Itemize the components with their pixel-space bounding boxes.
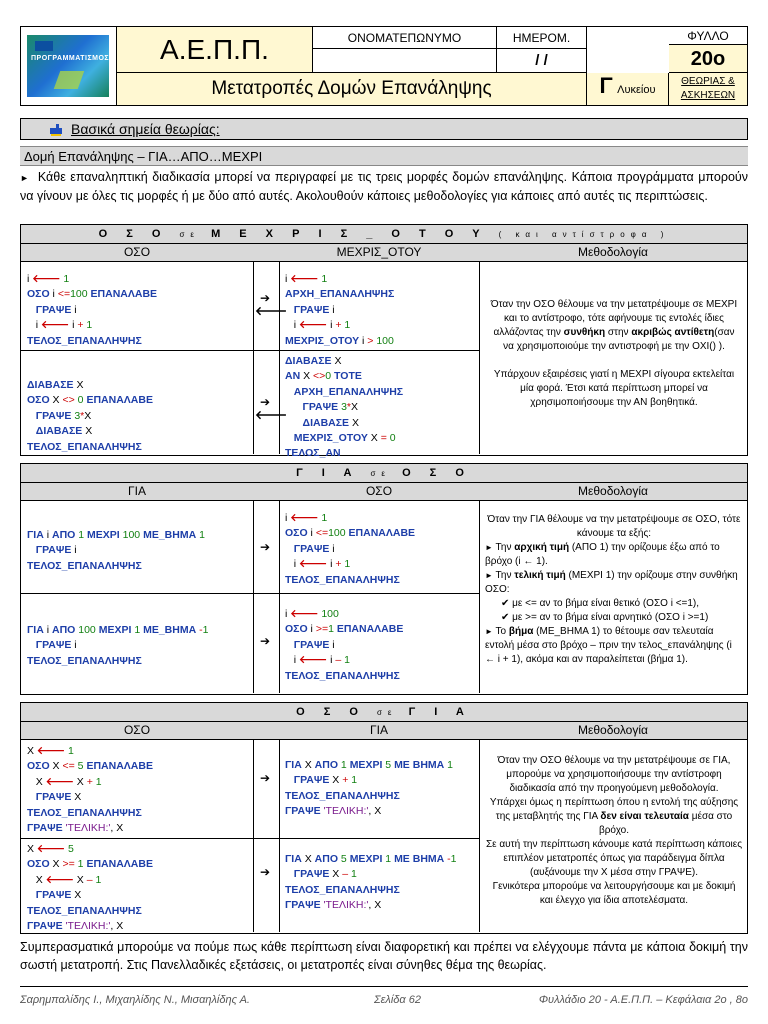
col-header: ΟΣΟ (123, 723, 151, 737)
sheet-type-line-1: ΘΕΩΡΙΑΣ & (681, 76, 735, 87)
convert-arrow: ➔ (259, 540, 271, 554)
pointing-hand-icon (49, 122, 63, 136)
method-text: (σαν να χρησιμοποιούμε την αντιστροφή με την ΟΧΙ() ). (503, 327, 735, 352)
col-header: ΟΣΟ (365, 484, 393, 498)
worksheet-header (20, 26, 748, 106)
footer-ref: Φυλλάδιο 20 - Α.Ε.Π.Π. – Κεφάλαια 2ο , 8ο (538, 994, 748, 1006)
code-for-4: ΓΙΑ Χ ΑΠΟ 5 ΜΕΧΡΙ 1 ΜΕ ΒΗΜΑ -1 ΓΡΑΨΕ Χ – 1 ΤΕΛΟΣ_ΕΠΑΝΑΛΗΨΗΣ ΓΡΑΨΕ 'ΤΕΛΙΚΗ:', Χ (285, 853, 457, 912)
method-bold: ακριβώς αντίθετη (631, 327, 715, 338)
sheet-number: 20ο (669, 45, 747, 73)
name-field[interactable] (313, 49, 497, 73)
code-while-4: i 🡐 100 ΟΣΟ i >=1 ΕΠΑΝΑΛΑΒΕ ΓΡΑΨΕ i i 🡐 i – 1 ΤΕΛΟΣ_ΕΠΑΝΑΛΗΨΗΣ (285, 608, 404, 682)
convert-arrow: ➔ (259, 865, 271, 879)
code-for-2: ΓΙΑ i ΑΠΟ 100 ΜΕΧΡΙ 1 ΜΕ_ΒΗΜΑ -1 ΓΡΑΨΕ i ΤΕΛΟΣ_ΕΠΑΝΑΛΗΨΗΣ (27, 624, 209, 667)
method-text: Υπάρχει όμως η περίπτωση όπου η εντολή της αύξησης της μεταβλητής της ΓΙΑ (489, 797, 739, 822)
method-text: Γενικότερα μπορούμε να λειτουργήσουμε και με δοκιμή και έλεγχο για ίδια αποτελέσματα. (492, 881, 736, 906)
code-for-3: ΓΙΑ Χ ΑΠΟ 1 ΜΕΧΡΙ 5 ΜΕ ΒΗΜΑ 1 ΓΡΑΨΕ Χ + 1 ΤΕΛΟΣ_ΕΠΑΝΑΛΗΨΗΣ ΓΡΑΨΕ 'ΤΕΛΙΚΗ:', Χ (285, 759, 453, 818)
date-label: ΗΜΕΡΟΜ. (497, 27, 587, 49)
methodology-1 (487, 298, 741, 410)
table-while-to-repeat (20, 224, 748, 460)
section-title-bar (20, 118, 748, 140)
title-part: Γ Ι Α (408, 706, 472, 718)
class-school: Λυκείου (617, 84, 656, 96)
title-part: Γ Ι Α (296, 467, 360, 479)
method-text: Υπάρχουν εξαιρέσεις γιατί η ΜΕΧΡΙ σίγουρα εκτελείται μία φορά. Έτσι κατά περίπτωση μπορεί να χρησιμοποιήσουμε την ΑΝ βοηθητικά. (493, 369, 735, 408)
code-while-1: i 🡐 1 ΟΣΟ i <=100 ΕΠΑΝΑΛΑΒΕ ΓΡΑΨΕ i i 🡐 i + 1 ΤΕΛΟΣ_ΕΠΑΝΑΛΗΨΗΣ (27, 273, 158, 347)
methodology-2: Όταν την ΓΙΑ θέλουμε να την μετατρέψουμε σε ΟΣΟ, τότε κάνουμε τα εξής: ► Την αρχική τιμή (ΑΠΟ 1) την ορίζουμε έξω από το βρόχο (i ← 1). ► Την τελική τιμή (ΜΕΧΡΙ 1) την ορίζουμε στην συνθήκη ΟΣΟ: ✔ με <= αν το βήμα είναι θετικό (ΟΣΟ i <=1), ✔ με >= αν το βήμα είναι αρνητικό (ΟΣΟ i >=1) ► Το βήμα (ΜΕ_ΒΗΜΑ 1) το θέτουμε σαν τελευταία εντολή μέσα στο βρόχο – πριν την τελος_επανάληψης (i ← i + 1), ακόμα και αν παραλείπεται (βήμα 1). (485, 513, 743, 667)
title-part: Ο Σ Ο (296, 706, 366, 718)
method-text: Όταν την ΟΣΟ θέλουμε να την μετατρέψουμε σε ΜΕΧΡΙ και το αντίστροφο, τότε αφήνουμε τις εντολές ίδιες αλλάζοντας την (490, 299, 738, 338)
class-label (587, 73, 669, 105)
date-field[interactable]: / / (497, 49, 587, 73)
logo-text: ΠΡΟΓΡΑΜΜΑΤΙΣΜΟΣ (31, 55, 110, 62)
class-grade: Γ (599, 73, 613, 98)
col-header: Μεθοδολογία (578, 723, 648, 737)
code-repeat-2: ΔΙΑΒΑΣΕ Χ ΑΝ Χ <>0 ΤΟΤΕ ΑΡΧΗ_ΕΠΑΝΑΛΗΨΗΣ ΓΡΑΨΕ 3*Χ ΔΙΑΒΑΣΕ Χ ΜΕΧΡΙΣ_ΟΤΟΥ Χ = 0 ΤΕΛΟΣ_ΑΝ (285, 355, 404, 460)
col-header: Μεθοδολογία (578, 484, 648, 498)
convert-arrows: ➔ 🡐 (255, 291, 288, 318)
method-text: με <= αν το βήμα είναι θετικό (ΟΣΟ i <=1), (512, 598, 700, 609)
footer-page: Σελίδα 62 (374, 994, 421, 1006)
method-text: Την (495, 542, 512, 553)
convert-arrow: ➔ (259, 634, 271, 648)
section-title: Βασικά σημεία θεωρίας: (71, 121, 220, 137)
title-part: ( και αντίστροφα ) (498, 230, 670, 239)
method-text: Σε αυτή την περίπτωση κάνουμε κατά περίπτωση κάποιες επιπλέον μετατροπές όπως για παράδειγμα δίπλα (αυξάνουμε την Χ μέσα στην ΓΡΑΨΕ). (485, 839, 743, 878)
code-while-3: i 🡐 1 ΟΣΟ i <=100 ΕΠΑΝΑΛΑΒΕ ΓΡΑΨΕ i i 🡐 i + 1 ΤΕΛΟΣ_ΕΠΑΝΑΛΗΨΗΣ (285, 512, 416, 586)
col-header: ΟΣΟ (123, 245, 151, 259)
table-while-to-for (20, 702, 748, 934)
page-footer (20, 986, 748, 1012)
course-title: Α.Ε.Π.Π. (117, 27, 313, 73)
method-bold: αρχική τιμή (514, 542, 570, 553)
method-bold: συνθήκη (563, 327, 606, 338)
worksheet-subtitle: Μετατροπές Δομών Επανάληψης (117, 73, 587, 105)
col-header: Μεθοδολογία (578, 245, 648, 259)
sheet-type-line-2: ΑΣΚΗΣΕΩΝ (680, 90, 736, 101)
method-text: Το (495, 626, 507, 637)
method-text: (ΜΕΧΡΙ 1) την ορίζουμε στην συνθήκη ΟΣΟ: (485, 570, 738, 595)
col-header: ΜΕΧΡΙΣ_ΟΤΟΥ (336, 245, 422, 259)
method-text: Όταν την ΓΙΑ θέλουμε να την μετατρέψουμε σε ΟΣΟ, τότε κάνουμε τα εξής: (487, 514, 741, 539)
methodology-3 (485, 754, 743, 908)
sheet-type (669, 73, 747, 105)
table-title (21, 464, 747, 483)
code-for-1: ΓΙΑ i ΑΠΟ 1 ΜΕΧΡΙ 100 ΜΕ_ΒΗΜΑ 1 ΓΡΑΨΕ i ΤΕΛΟΣ_ΕΠΑΝΑΛΗΨΗΣ (27, 529, 205, 572)
code-while-5: Χ 🡐 1 ΟΣΟ Χ <= 5 ΕΠΑΝΑΛΑΒΕ Χ 🡐 Χ + 1 ΓΡΑΨΕ Χ ΤΕΛΟΣ_ΕΠΑΝΑΛΗΨΗΣ ΓΡΑΨΕ 'ΤΕΛΙΚΗ:', Χ (27, 745, 153, 835)
title-part: σε (179, 230, 200, 239)
convert-arrows: ➔ 🡐 (255, 395, 288, 422)
table-header (21, 244, 747, 262)
method-text: Όταν την ΟΣΟ θέλουμε να την μετατρέψουμε σε ΓΙΑ, μπορούμε να χρησιμοποιήσουμε την αντίστροφη διαδικασία από την προηγούμενη μεθοδολογία. (497, 755, 731, 794)
method-text: Την (495, 570, 512, 581)
col-header: ΓΙΑ (128, 484, 146, 498)
method-text: (ΜΕ_ΒΗΜΑ 1) το θέτουμε σαν τελευταία εντολή μέσα στο βρόχο – πριν την τελος_επανάληψης (i ← i + 1), ακόμα και αν παραλείπεται (βήμα 1). (485, 626, 732, 665)
title-part: σε (370, 469, 391, 478)
name-label: ΟΝΟΜΑΤΕΠΩΝΥΜΟ (313, 27, 497, 49)
method-bold: τελική τιμή (514, 570, 566, 581)
subsection-title: Δομή Επανάληψης – ΓΙΑ…ΑΠΟ…ΜΕΧΡΙ (20, 146, 748, 166)
title-part: Μ Ε Χ Ρ Ι Σ _ Ο Τ Ο Υ (211, 228, 488, 240)
table-for-to-while (20, 463, 748, 695)
method-bold: βήμα (508, 626, 534, 637)
table-header (21, 483, 747, 501)
sheet-label: ΦΥΛΛΟ (669, 27, 747, 45)
code-while-6: Χ 🡐 5 ΟΣΟ Χ >= 1 ΕΠΑΝΑΛΑΒΕ Χ 🡐 Χ – 1 ΓΡΑΨΕ Χ ΤΕΛΟΣ_ΕΠΑΝΑΛΗΨΗΣ ΓΡΑΨΕ 'ΤΕΛΙΚΗ:', Χ (27, 843, 153, 933)
footer-authors: Σαρημπαλίδης Ι., Μιχαηλίδης Ν., Μισαηλίδης Α. (20, 994, 250, 1006)
intro-text: Κάθε επαναληπτική διαδικασία μπορεί να περιγραφεί με τις τρεις μορφές δομών επανάληψης. Κάποια προγράμματα μπορούν να γίνουν με όλες τις μορφές ή με δύο από αυτές. Ακολουθούν κάποιες μεθοδολογίες για κάποιες από αυτές τις περιπτώσεις. (20, 170, 748, 203)
table-header (21, 722, 747, 740)
method-text: μέσα στο βρόχο. (598, 811, 733, 836)
method-text: στην (607, 327, 629, 338)
title-part: Ο Σ Ο (98, 228, 169, 240)
method-bold: δεν είναι τελευταία (600, 811, 689, 822)
col-header: ΓΙΑ (370, 723, 388, 737)
code-while-2: ΔΙΑΒΑΣΕ Χ ΟΣΟ Χ <> 0 ΕΠΑΝΑΛΑΒΕ ΓΡΑΨΕ 3*Χ ΔΙΑΒΑΣΕ Χ ΤΕΛΟΣ_ΕΠΑΝΑΛΗΨΗΣ (27, 379, 153, 453)
intro-paragraph: ► Κάθε επαναληπτική διαδικασία μπορεί να περιγραφεί με τις τρεις μορφές δομών επανάληψης. Κάποια προγράμματα μπορούν να γίνουν με όλες τις μορφές ή με δύο από αυτές. Ακολουθούν κάποιες μεθοδολογίες για κάποιες από αυτές τις περιπτώσεις. (20, 170, 748, 203)
convert-arrow: ➔ (259, 771, 271, 785)
title-part: Ο Σ Ο (402, 467, 472, 479)
title-part: σε (376, 708, 398, 717)
logo-image (27, 35, 109, 97)
table-title (21, 703, 747, 722)
conclusion-paragraph: Συμπερασματικά μπορούμε να πούμε πως κάθε περίπτωση είναι διαφορετική και πρέπει να ελέγχουμε πάντα με κάποια δοκιμή την σωστή μετατροπή. Στις Πανελλαδικές εξετάσεις, οι μετατροπές είναι σύνηθες θέμα της θεωρίας. (20, 940, 748, 972)
programming-logo (21, 27, 117, 105)
code-repeat-1: i 🡐 1 ΑΡΧΗ_ΕΠΑΝΑΛΗΨΗΣ ΓΡΑΨΕ i i 🡐 i + 1 ΜΕΧΡΙΣ_ΟΤΟΥ i > 100 (285, 273, 395, 347)
method-text: (ΑΠΟ 1) την ορίζουμε έξω από το βρόχο (i ← 1). (485, 542, 720, 567)
table-title (21, 225, 747, 244)
method-text: με >= αν το βήμα είναι αρνητικό (ΟΣΟ i >=1) (512, 612, 709, 623)
